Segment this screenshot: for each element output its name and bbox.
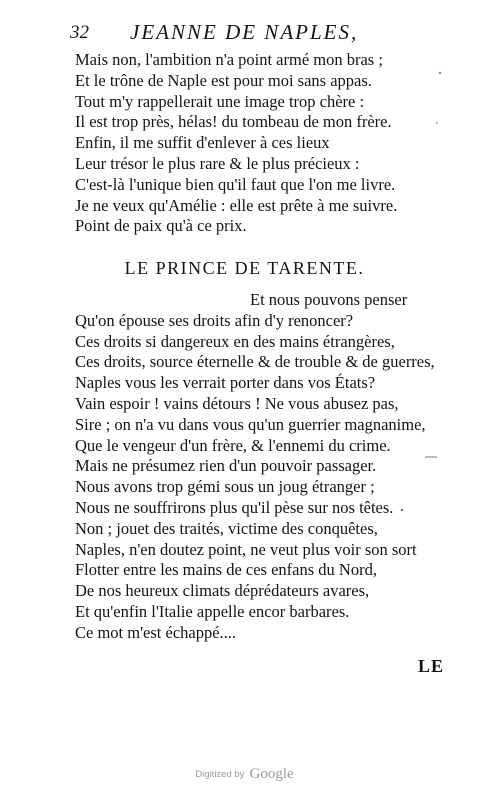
verse-line: Mais ne présumez rien d'un pouvoir passager.	[75, 456, 377, 476]
page-header	[70, 20, 400, 46]
verse-line: Nous avons trop gémi sous un joug étranger ;	[75, 477, 375, 497]
verse-line: Sire ; on n'a vu dans vous qu'un guerrier magnanime,	[75, 414, 426, 434]
verse-line: Et qu'enfin l'Italie appelle encor barbares.	[75, 601, 350, 621]
verse-line: Je ne veux qu'Amélie : elle est prête à me suivre.	[75, 195, 398, 215]
verse-line: Flotter entre les mains de ces enfans du Nord,	[75, 560, 377, 580]
verse-line: Ces droits, source éternelle & de trouble & de guerres,	[75, 352, 435, 372]
verse-line: Ces droits si dangereux en des mains étrangères,	[75, 331, 395, 351]
verse-line: Naples vous les verrait porter dans vos États?	[75, 373, 376, 393]
verse-block-after	[75, 290, 435, 644]
verse-line: Mais non, l'ambition n'a point armé mon bras ;	[75, 50, 383, 69]
page-number: 32	[70, 22, 89, 43]
verse-line: De nos heureux climats déprédateurs avares,	[75, 581, 370, 601]
verse-line: Vain espoir ! vains détours ! Ne vous abusez pas,	[75, 393, 399, 413]
verse-block-before	[75, 50, 397, 237]
running-title: JEANNE DE NAPLES,	[130, 20, 359, 44]
verse-line: Non ; jouet des traités, victime des conquêtes,	[75, 518, 378, 538]
verse-line: Tout m'y rappellerait une image trop chère :	[75, 91, 365, 111]
verse-line: Il est trop près, hélas! du tombeau de mon frère.	[75, 112, 392, 132]
verse-line: Point de paix qu'à ce prix.	[75, 216, 247, 236]
verse-line: Nous ne souffrirons plus qu'il pèse sur nos têtes.	[75, 497, 394, 517]
verse-line: Et le trône de Naple est pour moi sans appas.	[75, 70, 372, 90]
watermark-prefix: Digitized by	[195, 769, 245, 780]
verse-line: C'est-là l'unique bien qu'il faut que l'on me livre.	[75, 174, 396, 194]
verse-line: Qu'on épouse ses droits afin d'y renoncer?	[75, 310, 354, 330]
verse-line: Enfin, il me suffit d'enlever à ces lieux	[75, 133, 330, 153]
speaker-heading: LE PRINCE DE TARENTE.	[124, 258, 365, 278]
catchword: LE	[418, 656, 445, 676]
watermark-brand: Google	[249, 766, 294, 782]
digitized-watermark	[0, 764, 489, 783]
verse-line: Et nous pouvons penser	[250, 290, 408, 309]
verse-line: Que le vengeur d'un frère, & l'ennemi du crime.	[75, 435, 391, 455]
verse-line: Leur trésor le plus rare & le plus précieux :	[75, 153, 360, 173]
verse-line: Ce mot m'est échappé....	[75, 622, 237, 642]
verse-line: Naples, n'en doutez point, ne veut plus voir son sort	[75, 539, 417, 559]
